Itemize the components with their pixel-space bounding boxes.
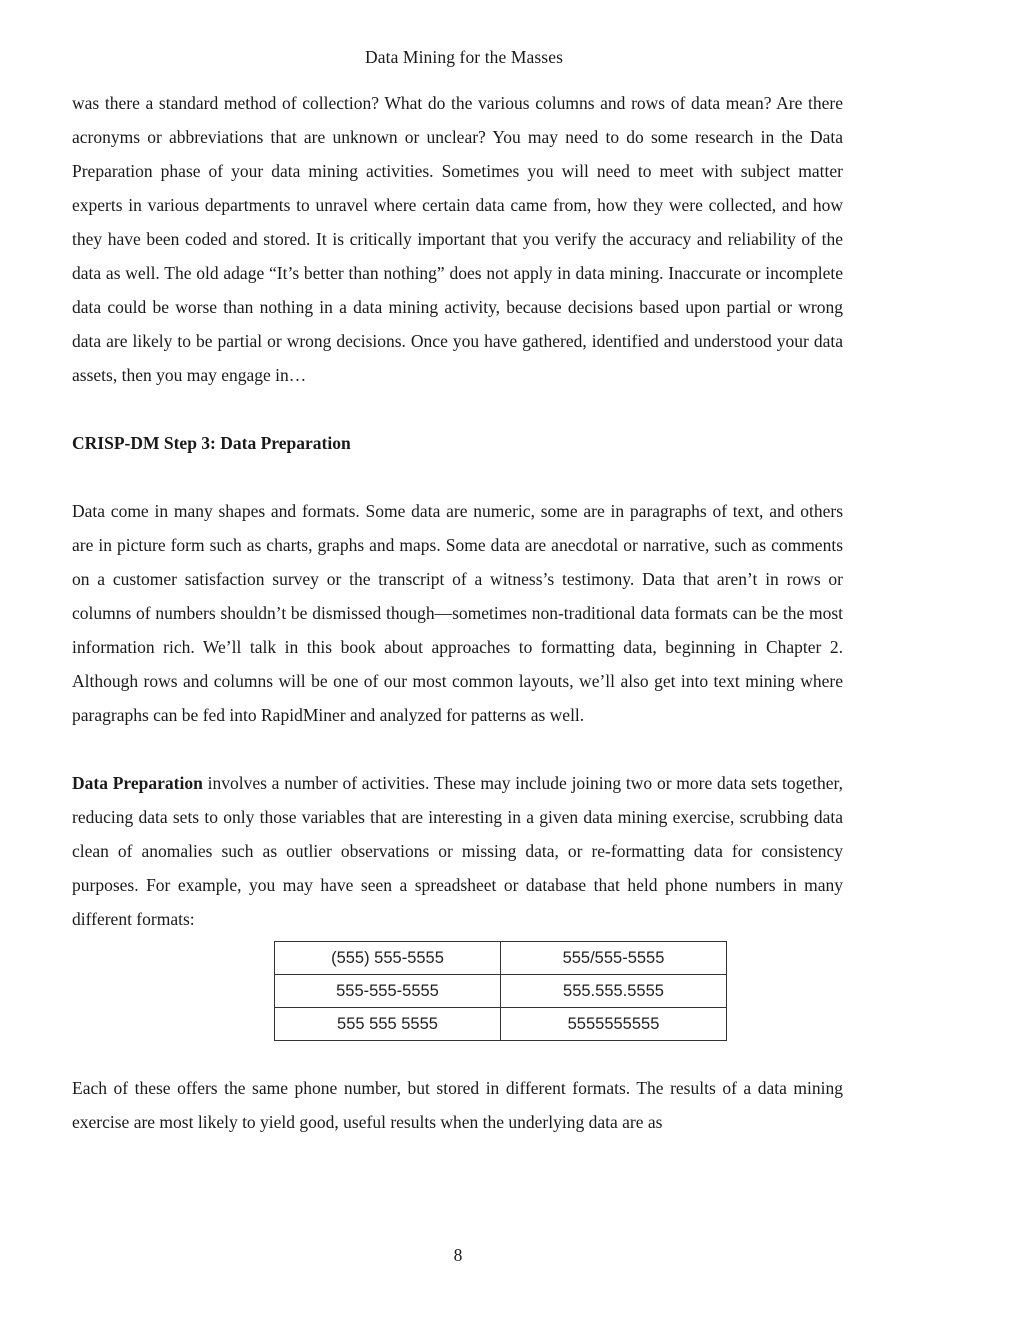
page-number: 8	[453, 1245, 463, 1265]
table-row	[275, 975, 727, 1008]
table-cell: (555) 555-5555	[275, 942, 501, 975]
page-content	[72, 86, 843, 1139]
table-cell: 555.555.5555	[501, 975, 727, 1008]
bold-lead-term: Data Preparation	[72, 773, 203, 793]
table-cell: 555 555 5555	[275, 1008, 501, 1041]
paragraph-data-preparation	[72, 766, 843, 936]
table-cell: 5555555555	[501, 1008, 727, 1041]
table-row	[275, 1008, 727, 1041]
paragraph-text: involves a number of activities. These may include joining two or more data sets together, reducing data sets to only those variables that are interesting in a given data mining exercise, scrubbing data clean of anomalies such as outlier observations or missing data, or re-formatting data for consistency purposes. For example, you may have seen a spreadsheet or database that held phone numbers in many different formats:	[72, 773, 843, 929]
section-heading: CRISP-DM Step 3: Data Preparation	[72, 433, 351, 453]
running-header: Data Mining for the Masses	[365, 47, 563, 67]
table-cell: 555/555-5555	[501, 942, 727, 975]
table-row	[275, 942, 727, 975]
table-cell: 555-555-5555	[275, 975, 501, 1008]
paragraph-data-formats: Data come in many shapes and formats. Some data are numeric, some are in paragraphs of text, and others are in picture form such as charts, graphs and maps. Some data are anecdotal or narrative, such as comments on a customer satisfaction survey or the transcript of a witness’s testimony. Data that aren’t in rows or columns of numbers shouldn’t be dismissed though—sometimes non-traditional data formats can be the most information rich. We’ll talk in this book about approaches to formatting data, beginning in Chapter 2. Although rows and columns will be one of our most common layouts, we’ll also get into text mining where paragraphs can be fed into RapidMiner and analyzed for patterns as well.	[72, 501, 843, 725]
paragraph-same-phone-number: Each of these offers the same phone number, but stored in different formats. The results of a data mining exercise are most likely to yield good, useful results when the underlying data are as	[72, 1078, 843, 1132]
phone-number-formats-table	[274, 941, 727, 1041]
paragraph-data-understanding-continued: was there a standard method of collection? What do the various columns and rows of data mean? Are there acronyms or abbreviations that are unknown or unclear? You may need to do some research in the Data Preparation phase of your data mining activities. Sometimes you will need to meet with subject matter experts in various departments to unravel where certain data came from, how they were collected, and how they have been coded and stored. It is critically important that you verify the accuracy and reliability of the data as well. The old adage “It’s better than nothing” does not apply in data mining. Inaccurate or incomplete data could be worse than nothing in a data mining activity, because decisions based upon partial or wrong data are likely to be partial or wrong decisions. Once you have gathered, identified and understood your data assets, then you may engage in…	[72, 93, 843, 385]
